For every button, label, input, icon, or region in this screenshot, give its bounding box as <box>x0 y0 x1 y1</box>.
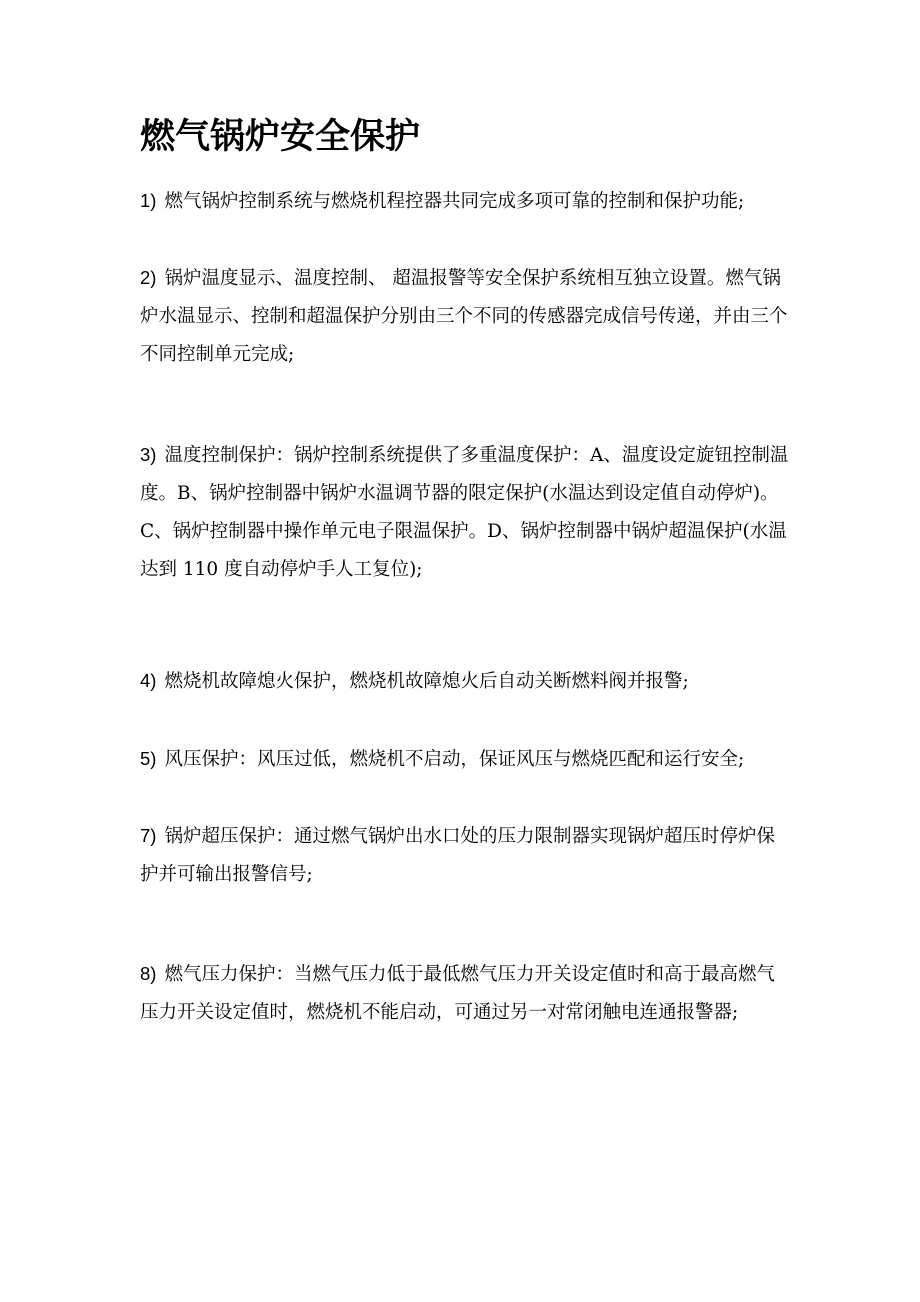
item-number: 4) <box>140 670 157 691</box>
item-text: 风压保护：风压过低，燃烧机不启动，保证风压与燃烧匹配和运行安全; <box>164 749 745 770</box>
list-item-2 <box>140 259 790 374</box>
list-item-7 <box>140 817 790 894</box>
item-number: 5) <box>140 748 157 769</box>
item-number: 1) <box>140 190 157 211</box>
document-title: 燃气锅炉安全保护 <box>140 117 421 157</box>
item-number: 3) <box>140 444 157 465</box>
list-item-4 <box>140 662 790 701</box>
item-text: 温度控制保护：锅炉控制系统提供了多重温度保护：A、温度设定旋钮控制温度。B、锅炉控制器中锅炉水温调节器的限定保护(水温达到设定值自动停炉)。C、锅炉控制器中操作单元电子限温保护。D、锅炉控制器中锅炉超温保护(水温达到 110 度自动停炉手人工复位); <box>140 445 789 580</box>
item-number: 7) <box>140 825 157 846</box>
item-number: 2) <box>140 267 157 288</box>
item-text: 锅炉超压保护：通过燃气锅炉出水口处的压力限制器实现锅炉超压时停炉保护并可输出报警信号; <box>140 826 775 885</box>
item-text: 燃气压力保护：当燃气压力低于最低燃气压力开关设定值时和高于最高燃气压力开关设定值时，燃烧机不能启动，可通过另一对常闭触电连通报警器; <box>140 964 775 1023</box>
list-item-1 <box>140 182 790 221</box>
list-item-5 <box>140 740 790 779</box>
item-text: 锅炉温度显示、温度控制、 超温报警等安全保护系统相互独立设置。燃气锅炉水温显示、控制和超温保护分别由三个不同的传感器完成信号传递，并由三个不同控制单元完成; <box>140 268 788 365</box>
item-number: 8) <box>140 963 157 984</box>
list-item-3 <box>140 436 790 589</box>
item-text: 燃气锅炉控制系统与燃烧机程控器共同完成多项可靠的控制和保护功能; <box>164 191 745 212</box>
list-item-8 <box>140 955 790 1032</box>
item-text: 燃烧机故障熄火保护，燃烧机故障熄火后自动关断燃料阀并报警; <box>164 671 689 692</box>
